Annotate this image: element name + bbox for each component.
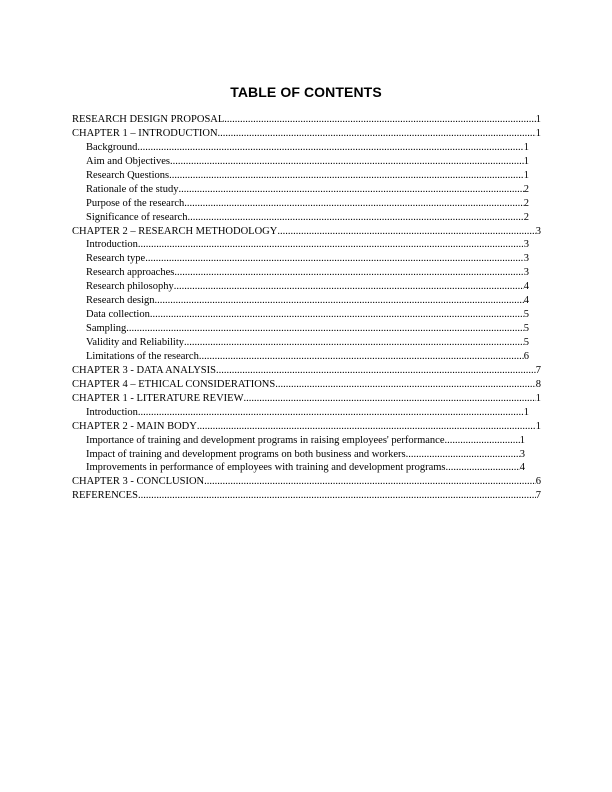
toc-dot-leader: [174, 280, 524, 294]
toc-entry-rationale-of-the-study[interactable]: [72, 183, 541, 197]
toc-dot-leader: [126, 322, 523, 336]
toc-entry-text: Research type: [86, 253, 146, 265]
toc-title: TABLE OF CONTENTS: [230, 84, 382, 100]
toc-entry-text: CHAPTER 2 - MAIN BODY: [72, 420, 197, 432]
toc-entry-background[interactable]: [72, 141, 541, 155]
toc-entry-chapter-2-research-methodology[interactable]: [72, 225, 541, 239]
toc-entry-limitations-of-the-research[interactable]: [72, 350, 541, 364]
toc-page-number: 1: [519, 434, 525, 446]
toc-entry-text: Background: [86, 141, 138, 153]
toc-page-number: 3: [523, 253, 529, 265]
toc-entry-text: CHAPTER 1 – INTRODUCTION: [72, 127, 218, 139]
toc-page-number: 8: [535, 378, 541, 390]
toc-page-number: 1: [523, 155, 529, 167]
toc-dot-leader: [446, 461, 520, 475]
toc-entry-research-type[interactable]: [72, 252, 541, 266]
toc-entry-text: Importance of training and development programs in raising employees' performance: [86, 434, 445, 446]
toc-page-number: 1: [523, 169, 529, 181]
toc-page-number: 6: [535, 476, 541, 488]
toc-entry-text: Research Questions: [86, 169, 170, 181]
toc-entry-importance-of-training[interactable]: [72, 434, 541, 448]
toc-list: [72, 113, 541, 503]
toc-entry-text: Significance of research: [86, 211, 188, 223]
toc-entry-text: Impact of training and development programs on both business and workers: [86, 448, 406, 460]
toc-page-number: 5: [523, 309, 529, 321]
toc-dot-leader: [277, 225, 535, 239]
toc-page-number: 1: [523, 141, 529, 153]
toc-entry-chapter-1-literature-review[interactable]: [72, 392, 541, 406]
toc-page-number: 3: [523, 267, 529, 279]
toc-page-number: 2: [523, 197, 529, 209]
toc-page-number: 1: [535, 127, 541, 139]
toc-page-number: 5: [523, 337, 529, 348]
toc-entry-data-collection[interactable]: [72, 308, 541, 322]
toc-page-number: 1: [535, 420, 541, 432]
toc-entry-text: Rationale of the study: [86, 183, 179, 195]
toc-entry-text: Introduction: [86, 406, 138, 418]
toc-dot-leader: [145, 252, 524, 266]
toc-entry-impact-of-training[interactable]: [72, 448, 541, 462]
toc-dot-leader: [216, 364, 536, 378]
toc-dot-leader: [199, 350, 524, 364]
toc-entry-text: CHAPTER 1 - LITERATURE REVIEW: [72, 392, 244, 404]
toc-entry-significance-of-research[interactable]: [72, 211, 541, 225]
toc-dot-leader: [169, 169, 524, 183]
toc-entry-literature-introduction[interactable]: [72, 406, 541, 420]
toc-entry-references[interactable]: [72, 489, 541, 503]
toc-entry-chapter-3-data-analysis[interactable]: [72, 364, 541, 378]
toc-dot-leader: [170, 155, 524, 169]
toc-entry-text: REFERENCES: [72, 490, 138, 502]
toc-page-number: 2: [523, 183, 529, 195]
toc-dot-leader: [155, 294, 524, 308]
toc-dot-leader: [138, 406, 524, 420]
toc-entry-text: Validity and Reliability: [86, 337, 184, 348]
toc-entry-chapter-1-introduction[interactable]: [72, 127, 541, 141]
toc-dot-leader: [218, 127, 536, 141]
toc-dot-leader: [197, 420, 536, 434]
toc-page-number: 4: [523, 281, 529, 293]
toc-entry-improvements-in-performance[interactable]: [72, 461, 541, 475]
toc-entry-methodology-introduction[interactable]: [72, 238, 541, 252]
toc-entry-text: CHAPTER 3 - CONCLUSION: [72, 476, 205, 488]
toc-entry-sampling[interactable]: [72, 322, 541, 336]
toc-entry-research-design[interactable]: [72, 294, 541, 308]
toc-dot-leader: [204, 475, 536, 489]
toc-entry-research-philosophy[interactable]: [72, 280, 541, 294]
toc-page-number: 7: [535, 364, 541, 376]
toc-entry-text: Purpose of the research: [86, 197, 185, 209]
toc-page-number: 5: [523, 323, 529, 335]
toc-entry-text: Aim and Objectives: [86, 155, 170, 167]
toc-page-number: 3: [535, 225, 541, 237]
toc-dot-leader: [138, 489, 536, 503]
toc-entry-text: Limitations of the research: [86, 350, 199, 362]
toc-entry-text: Introduction: [86, 239, 138, 251]
toc-page-number: 3: [523, 239, 529, 251]
toc-entry-text: RESEARCH DESIGN PROPOSAL: [72, 114, 225, 125]
toc-dot-leader: [187, 211, 523, 225]
toc-dot-leader: [224, 113, 535, 127]
toc-entry-research-questions[interactable]: [72, 169, 541, 183]
toc-entry-text: Sampling: [86, 323, 127, 335]
toc-entry-text: Research approaches: [86, 267, 175, 279]
toc-entry-purpose-of-the-research[interactable]: [72, 197, 541, 211]
toc-dot-leader: [184, 336, 524, 350]
toc-entry-chapter-2-main-body[interactable]: [72, 420, 541, 434]
toc-entry-chapter-4-ethical-considerations[interactable]: [72, 378, 541, 392]
toc-page-number: 2: [523, 211, 529, 223]
toc-page-number: 4: [519, 462, 525, 474]
toc-dot-leader: [243, 392, 535, 406]
toc-dot-leader: [150, 308, 524, 322]
toc-page-number: 1: [535, 114, 541, 125]
toc-entry-text: CHAPTER 4 – ETHICAL CONSIDERATIONS: [72, 378, 276, 390]
toc-dot-leader: [275, 378, 536, 392]
toc-dot-leader: [138, 238, 524, 252]
toc-dot-leader: [184, 197, 523, 211]
toc-page-number: 4: [523, 295, 529, 307]
toc-page-number: 7: [535, 490, 541, 502]
toc-dot-leader: [406, 448, 520, 462]
toc-page-number: 6: [523, 350, 529, 362]
toc-page-number: 1: [523, 406, 529, 418]
toc-entry-research-design-proposal[interactable]: [72, 113, 541, 127]
toc-entry-text: CHAPTER 3 - DATA ANALYSIS: [72, 364, 216, 376]
toc-entry-text: Data collection: [86, 309, 150, 321]
toc-dot-leader: [137, 141, 523, 155]
toc-entry-validity-and-reliability[interactable]: [72, 336, 541, 350]
toc-entry-text: Research design: [86, 295, 155, 307]
toc-entry-text: Improvements in performance of employees with training and development programs: [86, 462, 446, 474]
toc-dot-leader: [178, 183, 523, 197]
toc-dot-leader: [174, 266, 523, 280]
toc-entry-text: CHAPTER 2 – RESEARCH METHODOLOGY: [72, 225, 278, 237]
toc-dot-leader: [444, 434, 519, 448]
toc-page-number: 3: [519, 448, 525, 460]
toc-entry-chapter-3-conclusion[interactable]: [72, 475, 541, 489]
toc-entry-aim-and-objectives[interactable]: [72, 155, 541, 169]
toc-page-number: 1: [535, 392, 541, 404]
toc-entry-research-approaches[interactable]: [72, 266, 541, 280]
toc-entry-text: Research philosophy: [86, 281, 174, 293]
